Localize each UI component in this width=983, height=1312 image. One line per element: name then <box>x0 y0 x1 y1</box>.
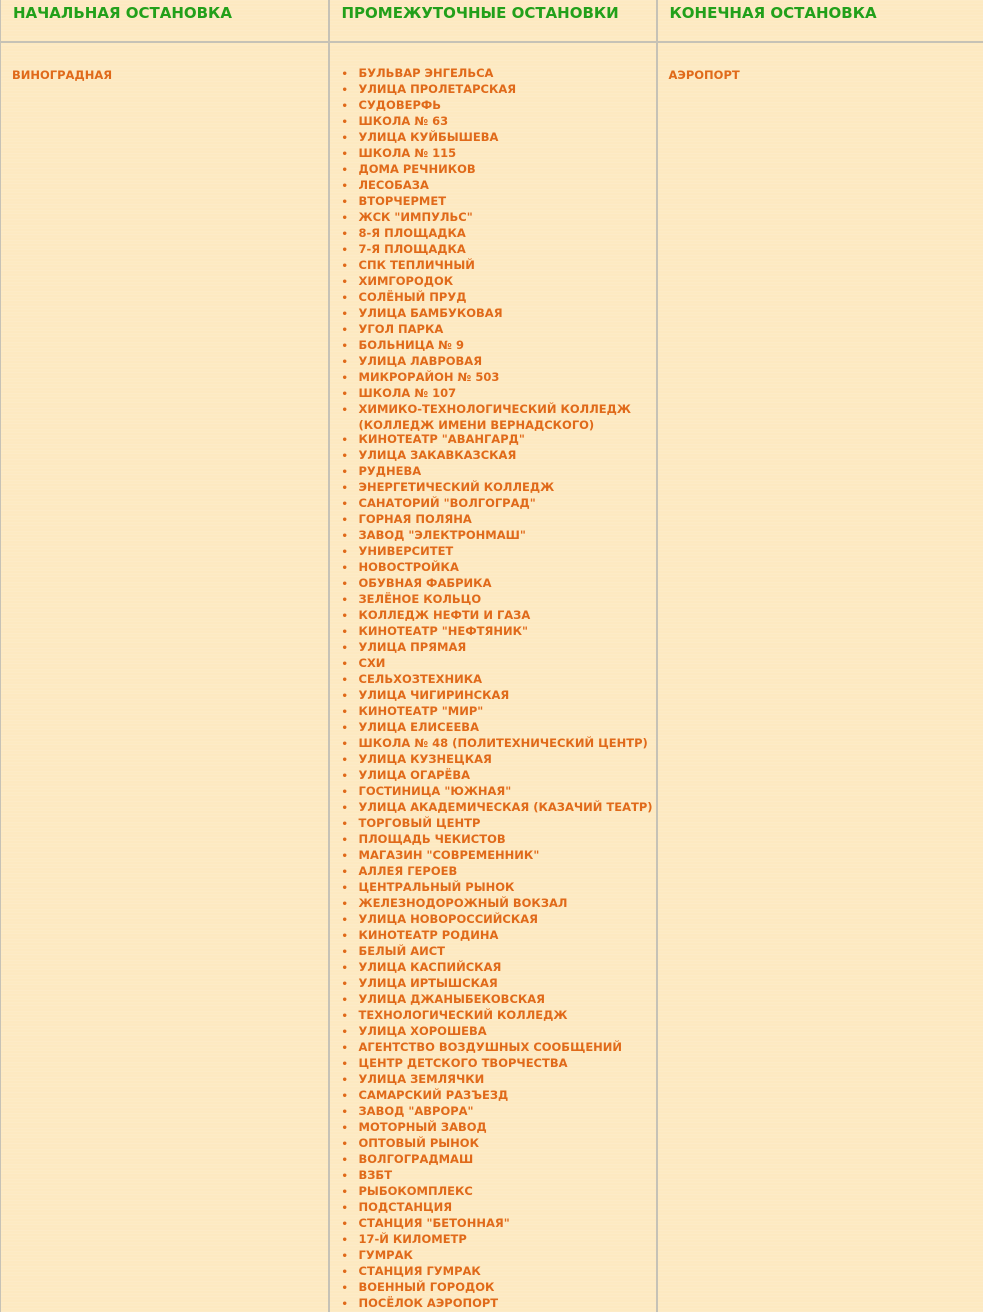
stop-name: УЛИЦА ПРЯМАЯ <box>359 640 467 654</box>
stop-name: ШКОЛА № 63 <box>359 114 449 128</box>
stop-list-item <box>342 560 654 576</box>
stop-list-item <box>342 752 654 768</box>
stop-name: УЛИЦА КАСПИЙСКАЯ <box>359 960 502 974</box>
route-row <box>1 42 983 1312</box>
bullet-dot-icon: • <box>342 754 359 768</box>
stop-list-item <box>342 1216 654 1232</box>
stop-list-item <box>342 608 654 624</box>
end-stop-cell <box>657 42 983 1312</box>
bullet-dot-icon: • <box>342 562 359 576</box>
stop-list-item <box>342 1008 654 1024</box>
stop-list-item <box>342 1232 654 1248</box>
stop-name: УЛИЦА ЕЛИСЕЕВА <box>359 720 479 734</box>
stop-name: ШКОЛА № 48 (ПОЛИТЕХНИЧЕСКИЙ ЦЕНТР) <box>359 736 648 750</box>
stop-list-item <box>342 114 654 130</box>
bullet-dot-icon: • <box>342 356 359 370</box>
bullet-dot-icon: • <box>342 594 359 608</box>
bullet-dot-icon: • <box>342 1202 359 1216</box>
stop-name: УЛИЦА ХОРОШЕВА <box>359 1024 487 1038</box>
stop-name: ДОМА РЕЧНИКОВ <box>359 162 476 176</box>
stop-name: УЛИЦА КУЙБЫШЕВА <box>359 130 499 144</box>
stop-name: 7-Я ПЛОЩАДКА <box>359 242 466 256</box>
stop-list-item <box>342 512 654 528</box>
bullet-dot-icon: • <box>342 642 359 656</box>
bullet-dot-icon: • <box>342 1250 359 1264</box>
stop-list-item <box>342 1264 654 1280</box>
bullet-dot-icon: • <box>342 514 359 528</box>
stop-name: ПЛОЩАДЬ ЧЕКИСТОВ <box>359 832 506 846</box>
stop-list-item <box>342 592 654 608</box>
bullet-dot-icon: • <box>342 116 359 130</box>
intermediate-header-cell <box>329 0 657 42</box>
end-stop-name: АЭРОПОРТ <box>669 68 740 82</box>
stop-name: ЗАВОД "АВРОРА" <box>359 1104 474 1118</box>
stop-list-item <box>342 800 654 816</box>
bullet-dot-icon: • <box>342 706 359 720</box>
stop-name: ЖЕЛЕЗНОДОРОЖНЫЙ ВОКЗАЛ <box>359 896 568 910</box>
stop-name: МОТОРНЫЙ ЗАВОД <box>359 1120 487 1134</box>
stop-list-item <box>342 960 654 976</box>
bullet-dot-icon: • <box>342 850 359 864</box>
stop-name: ЦЕНТРАЛЬНЫЙ РЫНОК <box>359 880 515 894</box>
bullet-dot-icon: • <box>342 818 359 832</box>
stop-list-item <box>342 1024 654 1040</box>
bullet-dot-icon: • <box>342 994 359 1008</box>
stop-name: САНАТОРИЙ "ВОЛГОГРАД" <box>359 496 536 510</box>
stop-list-item <box>342 768 654 784</box>
bullet-dot-icon: • <box>342 228 359 242</box>
stop-name: ТОРГОВЫЙ ЦЕНТР <box>359 816 481 830</box>
stop-list-item <box>342 816 654 832</box>
bullet-dot-icon: • <box>342 1186 359 1200</box>
bullet-dot-icon: • <box>342 324 359 338</box>
stop-name: ПОСЁЛОК АЭРОПОРТ <box>359 1296 499 1310</box>
stop-list-item <box>342 1136 654 1152</box>
stop-list-item <box>342 162 654 178</box>
stop-list-item <box>342 704 654 720</box>
stop-list-item <box>342 306 654 322</box>
stop-name: ВТОРЧЕРМЕТ <box>359 194 447 208</box>
stop-list-item <box>342 928 654 944</box>
bullet-dot-icon: • <box>342 388 359 402</box>
stop-list-item <box>342 258 654 274</box>
stop-name: СУДОВЕРФЬ <box>359 98 442 112</box>
header-row <box>1 0 983 42</box>
stop-list-item <box>342 448 654 464</box>
stop-list-item <box>342 1296 654 1312</box>
stop-list-item <box>342 242 654 258</box>
bullet-dot-icon: • <box>342 196 359 210</box>
bullet-dot-icon: • <box>342 530 359 544</box>
stop-list-item <box>342 896 654 912</box>
stop-list-item <box>342 338 654 354</box>
bullet-dot-icon: • <box>342 1138 359 1152</box>
stop-name: УЛИЦА КУЗНЕЦКАЯ <box>359 752 492 766</box>
bullet-dot-icon: • <box>342 610 359 624</box>
stop-name: БУЛЬВАР ЭНГЕЛЬСА <box>359 66 494 80</box>
stop-list-item <box>342 178 654 194</box>
stop-list-item <box>342 82 654 98</box>
stop-list-item <box>342 432 654 448</box>
stop-list-item <box>342 1088 654 1104</box>
bullet-dot-icon: • <box>342 1266 359 1280</box>
bullet-dot-icon: • <box>342 450 359 464</box>
stop-name: РЫБОКОМПЛЕКС <box>359 1184 473 1198</box>
bullet-dot-icon: • <box>342 100 359 114</box>
stop-list-item <box>342 1200 654 1216</box>
stop-name: УЛИЦА ОГАРЁВА <box>359 768 471 782</box>
stop-list-item <box>342 1248 654 1264</box>
stop-name: СОЛЁНЫЙ ПРУД <box>359 290 467 304</box>
bullet-dot-icon: • <box>342 132 359 146</box>
bullet-dot-icon: • <box>342 434 359 448</box>
stop-name: ВЗБТ <box>359 1168 393 1182</box>
stop-name: МАГАЗИН "СОВРЕМЕННИК" <box>359 848 540 862</box>
stop-list-item <box>342 226 654 242</box>
stop-list-item <box>342 1040 654 1056</box>
stop-name: НОВОСТРОЙКА <box>359 560 459 574</box>
intermediate-stops-list <box>342 66 656 1312</box>
bullet-dot-icon: • <box>342 578 359 592</box>
stop-list-item <box>342 354 654 370</box>
stop-list-item <box>342 1280 654 1296</box>
bullet-dot-icon: • <box>342 84 359 98</box>
stop-list-item <box>342 1184 654 1200</box>
stop-name: УНИВЕРСИТЕТ <box>359 544 454 558</box>
bullet-dot-icon: • <box>342 690 359 704</box>
stop-list-item <box>342 66 654 82</box>
stop-name: ЦЕНТР ДЕТСКОГО ТВОРЧЕСТВА <box>359 1056 568 1070</box>
bullet-dot-icon: • <box>342 978 359 992</box>
stop-list-item <box>342 402 654 432</box>
stop-list-item <box>342 880 654 896</box>
bullet-dot-icon: • <box>342 1106 359 1120</box>
stop-list-item <box>342 544 654 560</box>
stop-name: ПОДСТАНЦИЯ <box>359 1200 453 1214</box>
stop-name: ГОРНАЯ ПОЛЯНА <box>359 512 472 526</box>
stop-list-item <box>342 832 654 848</box>
bullet-dot-icon: • <box>342 1058 359 1072</box>
stop-list-item <box>342 640 654 656</box>
bullet-dot-icon: • <box>342 482 359 496</box>
stop-name: КОЛЛЕДЖ НЕФТИ И ГАЗА <box>359 608 531 622</box>
stop-list-item <box>342 656 654 672</box>
bullet-dot-icon: • <box>342 1218 359 1232</box>
stop-list-item <box>342 944 654 960</box>
stop-list-item <box>342 624 654 640</box>
stop-name: УЛИЦА ДЖАНЫБЕКОВСКАЯ <box>359 992 546 1006</box>
stop-list-item <box>342 528 654 544</box>
stop-name: САМАРСКИЙ РАЗЪЕЗД <box>359 1088 509 1102</box>
stop-name: МИКРОРАЙОН № 503 <box>359 370 500 384</box>
bullet-dot-icon: • <box>342 340 359 354</box>
stop-list-item <box>342 1072 654 1088</box>
stop-name: УЛИЦА ПРОЛЕТАРСКАЯ <box>359 82 517 96</box>
stop-name: ЗЕЛЁНОЕ КОЛЬЦО <box>359 592 482 606</box>
stop-name: 8-Я ПЛОЩАДКА <box>359 226 466 240</box>
bullet-dot-icon: • <box>342 722 359 736</box>
stop-name: УГОЛ ПАРКА <box>359 322 444 336</box>
stop-list-item <box>342 1152 654 1168</box>
stop-name: УЛИЦА ЧИГИРИНСКАЯ <box>359 688 510 702</box>
stop-list-item <box>342 784 654 800</box>
bullet-dot-icon: • <box>342 674 359 688</box>
stop-name: ОПТОВЫЙ РЫНОК <box>359 1136 479 1150</box>
stop-name: ШКОЛА № 107 <box>359 386 457 400</box>
stop-name: ТЕХНОЛОГИЧЕСКИЙ КОЛЛЕДЖ <box>359 1008 568 1022</box>
stop-list-item <box>342 720 654 736</box>
stop-name: КИНОТЕАТР "МИР" <box>359 704 484 718</box>
stop-list-item <box>342 864 654 880</box>
stop-list-item <box>342 386 654 402</box>
stop-list-item <box>342 210 654 226</box>
bullet-dot-icon: • <box>342 1282 359 1296</box>
stop-list-item <box>342 496 654 512</box>
stop-list-item <box>342 848 654 864</box>
stop-list-item <box>342 464 654 480</box>
bullet-dot-icon: • <box>342 962 359 976</box>
stop-name: УЛИЦА ЗЕМЛЯЧКИ <box>359 1072 485 1086</box>
stop-list-item <box>342 992 654 1008</box>
bullet-dot-icon: • <box>342 1234 359 1248</box>
stop-name: СТАНЦИЯ "БЕТОННАЯ" <box>359 1216 510 1230</box>
stop-list-item <box>342 290 654 306</box>
stop-list-item <box>342 976 654 992</box>
stop-list-item <box>342 274 654 290</box>
bullet-dot-icon: • <box>342 1122 359 1136</box>
intermediate-stops-header: ПРОМЕЖУТОЧНЫЕ ОСТАНОВКИ <box>330 0 656 22</box>
stop-name: ОБУВНАЯ ФАБРИКА <box>359 576 492 590</box>
bullet-dot-icon: • <box>342 866 359 880</box>
stop-name: АГЕНТСТВО ВОЗДУШНЫХ СООБЩЕНИЙ <box>359 1040 623 1054</box>
start-stop-cell <box>1 42 329 1312</box>
bullet-dot-icon: • <box>342 834 359 848</box>
bullet-dot-icon: • <box>342 276 359 290</box>
bullet-dot-icon: • <box>342 68 359 82</box>
start-stop-name: ВИНОГРАДНАЯ <box>12 68 112 82</box>
stop-name: КИНОТЕАТР РОДИНА <box>359 928 499 942</box>
stop-name: СТАНЦИЯ ГУМРАК <box>359 1264 481 1278</box>
bullet-dot-icon: • <box>342 882 359 896</box>
stop-name: УЛИЦА ЗАКАВКАЗСКАЯ <box>359 448 517 462</box>
stop-list-item <box>342 130 654 146</box>
stop-list-item <box>342 576 654 592</box>
bullet-dot-icon: • <box>342 212 359 226</box>
stop-name: ЛЕСОБАЗА <box>359 178 429 192</box>
stop-list-item <box>342 1120 654 1136</box>
stop-list-item <box>342 194 654 210</box>
bullet-dot-icon: • <box>342 770 359 784</box>
bullet-dot-icon: • <box>342 546 359 560</box>
bullet-dot-icon: • <box>342 404 359 418</box>
bullet-dot-icon: • <box>342 164 359 178</box>
stop-list-item <box>342 480 654 496</box>
stop-name: ЭНЕРГЕТИЧЕСКИЙ КОЛЛЕДЖ <box>359 480 555 494</box>
bullet-dot-icon: • <box>342 914 359 928</box>
stop-list-item <box>342 1104 654 1120</box>
stop-list-item <box>342 912 654 928</box>
stop-name: УЛИЦА БАМБУКОВАЯ <box>359 306 503 320</box>
start-stop-header: НАЧАЛЬНАЯ ОСТАНОВКА <box>1 0 328 22</box>
stop-name: УЛИЦА АКАДЕМИЧЕСКАЯ (КАЗАЧИЙ ТЕАТР) <box>359 800 653 814</box>
stop-name: СЕЛЬХОЗТЕХНИКА <box>359 672 483 686</box>
bullet-dot-icon: • <box>342 930 359 944</box>
stop-name: ХИМИКО-ТЕХНОЛОГИЧЕСКИЙ КОЛЛЕДЖ (КОЛЛЕДЖ ИМЕНИ ВЕРНАДСКОГО) <box>359 402 631 432</box>
bullet-dot-icon: • <box>342 308 359 322</box>
bullet-dot-icon: • <box>342 946 359 960</box>
bullet-dot-icon: • <box>342 148 359 162</box>
stop-name: ГУМРАК <box>359 1248 413 1262</box>
stop-name: 17-Й КИЛОМЕТР <box>359 1232 467 1246</box>
stop-name: ВОЕННЫЙ ГОРОДОК <box>359 1280 495 1294</box>
bullet-dot-icon: • <box>342 1074 359 1088</box>
bullet-dot-icon: • <box>342 738 359 752</box>
stop-name: ШКОЛА № 115 <box>359 146 457 160</box>
bullet-dot-icon: • <box>342 626 359 640</box>
stop-name: ЖСК "ИМПУЛЬС" <box>359 210 473 224</box>
stop-list-item <box>342 672 654 688</box>
bullet-dot-icon: • <box>342 1010 359 1024</box>
bullet-dot-icon: • <box>342 802 359 816</box>
bullet-dot-icon: • <box>342 260 359 274</box>
stop-name: ГОСТИНИЦА "ЮЖНАЯ" <box>359 784 512 798</box>
bullet-dot-icon: • <box>342 498 359 512</box>
bullet-dot-icon: • <box>342 1090 359 1104</box>
stop-name: КИНОТЕАТР "НЕФТЯНИК" <box>359 624 529 638</box>
stop-name: ВОЛГОГРАДМАШ <box>359 1152 474 1166</box>
stop-list-item <box>342 370 654 386</box>
intermediate-stops-cell <box>329 42 657 1312</box>
stop-name: УЛИЦА ИРТЫШСКАЯ <box>359 976 498 990</box>
bullet-dot-icon: • <box>342 1026 359 1040</box>
bullet-dot-icon: • <box>342 466 359 480</box>
bullet-dot-icon: • <box>342 786 359 800</box>
stop-name: СПК ТЕПЛИЧНЫЙ <box>359 258 475 272</box>
stop-name: УЛИЦА НОВОРОССИЙСКАЯ <box>359 912 539 926</box>
stop-name: БОЛЬНИЦА № 9 <box>359 338 465 352</box>
bullet-dot-icon: • <box>342 244 359 258</box>
bullet-dot-icon: • <box>342 1042 359 1056</box>
bullet-dot-icon: • <box>342 658 359 672</box>
bullet-dot-icon: • <box>342 180 359 194</box>
stop-list-item <box>342 736 654 752</box>
stop-list-item <box>342 146 654 162</box>
stop-name: РУДНЕВА <box>359 464 422 478</box>
stop-name: БЕЛЫЙ АИСТ <box>359 944 446 958</box>
stop-name: ХИМГОРОДОК <box>359 274 454 288</box>
stop-list-item <box>342 322 654 338</box>
stop-list-item <box>342 688 654 704</box>
bullet-dot-icon: • <box>342 1154 359 1168</box>
end-stop-header: КОНЕЧНАЯ ОСТАНОВКА <box>658 0 983 22</box>
stop-list-item <box>342 98 654 114</box>
end-header-cell <box>657 0 983 42</box>
stop-list-item <box>342 1056 654 1072</box>
stop-name: АЛЛЕЯ ГЕРОЕВ <box>359 864 458 878</box>
stop-list-item <box>342 1168 654 1184</box>
stop-name: СХИ <box>359 656 386 670</box>
stop-name: КИНОТЕАТР "АВАНГАРД" <box>359 432 525 446</box>
bullet-dot-icon: • <box>342 292 359 306</box>
bullet-dot-icon: • <box>342 1298 359 1312</box>
stop-name: ЗАВОД "ЭЛЕКТРОНМАШ" <box>359 528 526 542</box>
bullet-dot-icon: • <box>342 372 359 386</box>
start-header-cell <box>1 0 329 42</box>
bullet-dot-icon: • <box>342 898 359 912</box>
bullet-dot-icon: • <box>342 1170 359 1184</box>
stop-name: УЛИЦА ЛАВРОВАЯ <box>359 354 483 368</box>
